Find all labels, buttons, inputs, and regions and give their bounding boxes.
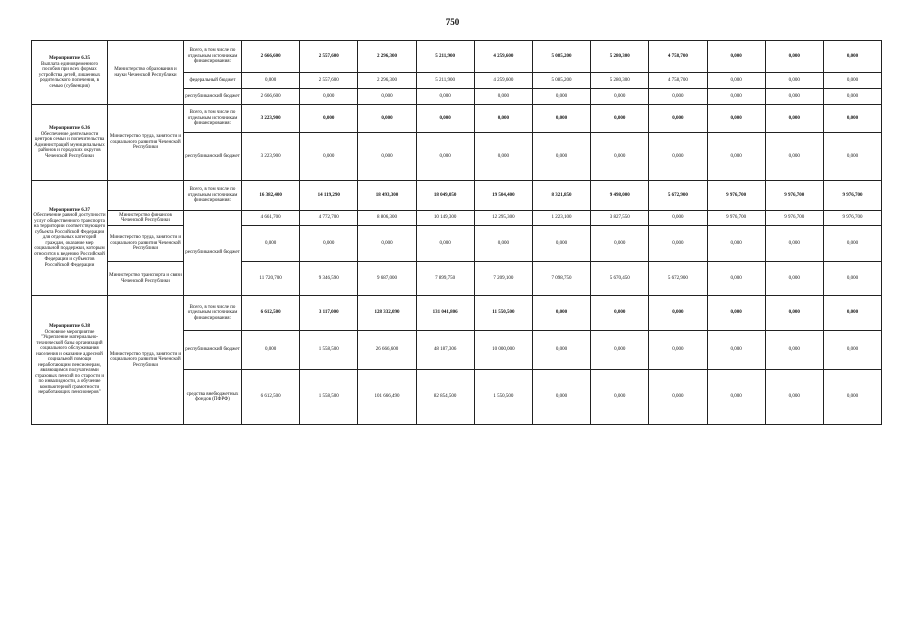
value-cell: 0,000 bbox=[649, 226, 707, 262]
value-cell: 5 085,200 bbox=[532, 73, 590, 89]
value-cell: 0,000 bbox=[358, 133, 416, 181]
value-cell: 9 498,000 bbox=[591, 181, 649, 211]
budget-table bbox=[31, 40, 882, 425]
value-cell: 0,000 bbox=[765, 105, 823, 133]
value-cell: 4 259,600 bbox=[474, 73, 532, 89]
value-cell: 0,000 bbox=[649, 331, 707, 370]
table-row bbox=[32, 181, 882, 211]
value-cell: 0,000 bbox=[649, 296, 707, 331]
measure-title: Мероприятие 6.37 bbox=[49, 207, 90, 213]
value-cell: 0,000 bbox=[591, 370, 649, 425]
value-cell: 0,000 bbox=[765, 73, 823, 89]
measure-text: Выплата единовременного пособия при всех формах устройства детей, лишенных родительского попечения, в семью (субвенция) bbox=[38, 61, 101, 89]
value-cell: 1 223,100 bbox=[532, 211, 590, 226]
value-cell: 0,000 bbox=[591, 226, 649, 262]
value-cell: 0,000 bbox=[649, 211, 707, 226]
value-cell: 3 117,000 bbox=[300, 296, 358, 331]
value-cell: 0,000 bbox=[765, 133, 823, 181]
value-cell: 19 504,400 bbox=[474, 181, 532, 211]
executor-cell: Министерство финансов Чеченской Республики bbox=[108, 211, 184, 226]
value-cell: 0,000 bbox=[532, 296, 590, 331]
value-cell: 0,000 bbox=[358, 105, 416, 133]
value-cell: 0,000 bbox=[649, 370, 707, 425]
value-cell: 0,000 bbox=[765, 370, 823, 425]
value-cell: 7 098,750 bbox=[532, 262, 590, 296]
value-cell: 2 666,600 bbox=[242, 41, 300, 73]
measure-title: Мероприятие 6.36 bbox=[49, 126, 90, 131]
value-cell: 131 041,806 bbox=[416, 296, 474, 331]
value-cell: 2 557,600 bbox=[300, 73, 358, 89]
executor-cell: Министерство транспорта и связи Чеченской Республики bbox=[108, 262, 184, 296]
measure-text: Основное мероприятие "Укрепление материально-технической базы организаций социального обслуживания населения и оказание адресной социальной помощи неработающим пенсионерам, являющимся получателями страховых пенсий по старости и по инвалидности, а обучение компьютерной грамотности неработающих пенсионеров" bbox=[34, 329, 105, 396]
value-cell: 0,000 bbox=[707, 226, 765, 262]
value-cell: 0,000 bbox=[823, 296, 881, 331]
value-cell: 0,000 bbox=[591, 89, 649, 105]
value-cell: 0,000 bbox=[242, 73, 300, 89]
value-cell: 9 976,700 bbox=[765, 181, 823, 211]
source-cell: Всего, в том числе по отдельным источникам финансирования: bbox=[184, 296, 242, 331]
measure-cell bbox=[32, 105, 108, 181]
value-cell: 0,000 bbox=[649, 89, 707, 105]
value-cell: 0,000 bbox=[823, 41, 881, 73]
value-cell: 0,000 bbox=[532, 331, 590, 370]
value-cell: 0,000 bbox=[242, 226, 300, 262]
value-cell: 10 000,000 bbox=[474, 331, 532, 370]
value-cell: 0,000 bbox=[707, 73, 765, 89]
value-cell: 0,000 bbox=[765, 262, 823, 296]
value-cell: 5 672,900 bbox=[649, 181, 707, 211]
table-row bbox=[32, 211, 882, 226]
value-cell: 0,000 bbox=[474, 105, 532, 133]
value-cell: 9 976,700 bbox=[765, 211, 823, 226]
value-cell: 0,000 bbox=[707, 105, 765, 133]
value-cell: 0,000 bbox=[765, 296, 823, 331]
measure-title: Мероприятие 6.38 bbox=[49, 324, 90, 330]
value-cell: 1 558,500 bbox=[300, 331, 358, 370]
value-cell: 0,000 bbox=[823, 133, 881, 181]
value-cell: 0,000 bbox=[532, 89, 590, 105]
value-cell: 0,000 bbox=[242, 331, 300, 370]
value-cell: 0,000 bbox=[532, 105, 590, 133]
measure-text: Обеспечение деятельности центров семьи и попечительства Администраций муниципальных районов и городских округов Чеченской Республики bbox=[34, 131, 105, 159]
value-cell: 0,000 bbox=[358, 226, 416, 262]
table-row bbox=[32, 296, 882, 331]
executor-cell: Министерство труда, занятости и социального развития Чеченской Республики bbox=[108, 226, 184, 262]
value-cell: 48 187,306 bbox=[416, 331, 474, 370]
table-row bbox=[32, 226, 882, 262]
value-cell: 2 296,300 bbox=[358, 41, 416, 73]
value-cell: 5 280,300 bbox=[591, 73, 649, 89]
value-cell: 5 211,900 bbox=[416, 73, 474, 89]
value-cell: 26 666,600 bbox=[358, 331, 416, 370]
measure-title: Мероприятие 6.35 bbox=[49, 56, 90, 61]
value-cell: 6 612,500 bbox=[242, 296, 300, 331]
value-cell: 9 976,700 bbox=[823, 181, 881, 211]
value-cell: 0,000 bbox=[300, 133, 358, 181]
page-number: 750 bbox=[445, 17, 460, 27]
value-cell: 5 670,450 bbox=[591, 262, 649, 296]
table-row bbox=[32, 262, 882, 296]
measure-cell bbox=[32, 296, 108, 425]
measure-text: Обеспечение равной доступности услуг общественного транспорта на территории соответствующего субъекта Российской Федерации для отдельных категорий граждан, оказание мер социальной поддержки, которым относится к ведению Российской Федерации и субъектов Российской Федерации bbox=[33, 213, 106, 268]
value-cell: 0,000 bbox=[823, 370, 881, 425]
value-cell: 9 976,700 bbox=[707, 211, 765, 226]
value-cell: 0,000 bbox=[300, 226, 358, 262]
value-cell: 0,000 bbox=[416, 89, 474, 105]
source-cell: Всего, в том числе по отдельным источникам финансирования: bbox=[184, 181, 242, 211]
source-cell: республиканский бюджет bbox=[184, 211, 242, 296]
value-cell: 0,000 bbox=[591, 133, 649, 181]
value-cell: 0,000 bbox=[823, 331, 881, 370]
value-cell: 7 899,750 bbox=[416, 262, 474, 296]
value-cell: 4 758,700 bbox=[649, 41, 707, 73]
value-cell: 0,000 bbox=[591, 331, 649, 370]
source-cell: республиканский бюджет bbox=[184, 89, 242, 105]
value-cell: 4 772,700 bbox=[300, 211, 358, 226]
value-cell: 0,000 bbox=[823, 105, 881, 133]
source-cell: средства внебюджетных фондов (ПФРФ) bbox=[184, 370, 242, 425]
value-cell: 128 332,090 bbox=[358, 296, 416, 331]
value-cell: 0,000 bbox=[707, 296, 765, 331]
measure-cell bbox=[32, 181, 108, 296]
value-cell: 0,000 bbox=[707, 41, 765, 73]
value-cell: 0,000 bbox=[765, 89, 823, 105]
value-cell: 0,000 bbox=[707, 89, 765, 105]
value-cell: 18 049,050 bbox=[416, 181, 474, 211]
source-cell: Всего, в том числе по отдельным источникам финансирования: bbox=[184, 41, 242, 73]
value-cell: 9 346,590 bbox=[300, 262, 358, 296]
value-cell: 5 211,900 bbox=[416, 41, 474, 73]
source-cell: республиканский бюджет bbox=[184, 133, 242, 181]
value-cell: 1 558,500 bbox=[300, 370, 358, 425]
value-cell: 82 854,500 bbox=[416, 370, 474, 425]
value-cell: 0,000 bbox=[823, 89, 881, 105]
value-cell: 0,000 bbox=[532, 370, 590, 425]
value-cell: 11 550,500 bbox=[474, 296, 532, 331]
value-cell: 9 687,000 bbox=[358, 262, 416, 296]
value-cell: 0,000 bbox=[765, 331, 823, 370]
source-cell: федеральный бюджет bbox=[184, 73, 242, 89]
value-cell: 0,000 bbox=[358, 89, 416, 105]
source-cell: Всего, в том числе по отдельным источникам финансирования: bbox=[184, 105, 242, 133]
value-cell: 1 550,500 bbox=[474, 370, 532, 425]
value-cell: 0,000 bbox=[707, 370, 765, 425]
source-cell: республиканский бюджет bbox=[184, 331, 242, 370]
measure-cell bbox=[32, 41, 108, 105]
value-cell: 0,000 bbox=[474, 226, 532, 262]
value-cell: 18 493,300 bbox=[358, 181, 416, 211]
executor-cell: Министерство труда, занятости и социального развития Чеченской Республики bbox=[108, 105, 184, 181]
value-cell: 0,000 bbox=[474, 133, 532, 181]
value-cell: 8 321,850 bbox=[532, 181, 590, 211]
table-row bbox=[32, 41, 882, 73]
value-cell: 16 382,400 bbox=[242, 181, 300, 211]
executor-cell bbox=[108, 181, 184, 211]
executor-cell: Министерство труда, занятости и социального развития Чеченской Республики bbox=[108, 296, 184, 425]
value-cell: 0,000 bbox=[707, 133, 765, 181]
value-cell: 0,000 bbox=[649, 133, 707, 181]
value-cell: 0,000 bbox=[765, 41, 823, 73]
value-cell: 0,000 bbox=[416, 105, 474, 133]
value-cell: 14 119,290 bbox=[300, 181, 358, 211]
value-cell: 12 295,300 bbox=[474, 211, 532, 226]
value-cell: 0,000 bbox=[823, 262, 881, 296]
value-cell: 2 296,300 bbox=[358, 73, 416, 89]
value-cell: 7 209,100 bbox=[474, 262, 532, 296]
value-cell: 5 672,900 bbox=[649, 262, 707, 296]
value-cell: 9 976,700 bbox=[823, 211, 881, 226]
value-cell: 3 827,550 bbox=[591, 211, 649, 226]
value-cell: 0,000 bbox=[416, 133, 474, 181]
value-cell: 0,000 bbox=[532, 226, 590, 262]
value-cell: 0,000 bbox=[765, 226, 823, 262]
value-cell: 0,000 bbox=[532, 133, 590, 181]
value-cell: 0,000 bbox=[300, 105, 358, 133]
value-cell: 4 758,700 bbox=[649, 73, 707, 89]
value-cell: 4 259,600 bbox=[474, 41, 532, 73]
value-cell: 0,000 bbox=[300, 89, 358, 105]
value-cell: 5 280,300 bbox=[591, 41, 649, 73]
value-cell: 3 223,900 bbox=[242, 105, 300, 133]
value-cell: 11 720,700 bbox=[242, 262, 300, 296]
value-cell: 0,000 bbox=[591, 105, 649, 133]
value-cell: 0,000 bbox=[823, 73, 881, 89]
value-cell: 6 612,500 bbox=[242, 370, 300, 425]
value-cell: 0,000 bbox=[416, 226, 474, 262]
executor-cell: Министерство образования и науки Чеченской Республики bbox=[108, 41, 184, 105]
value-cell: 10 149,300 bbox=[416, 211, 474, 226]
value-cell: 0,000 bbox=[707, 331, 765, 370]
value-cell: 2 557,600 bbox=[300, 41, 358, 73]
value-cell: 9 976,700 bbox=[707, 181, 765, 211]
table-row bbox=[32, 105, 882, 133]
value-cell: 0,000 bbox=[649, 105, 707, 133]
value-cell: 3 223,900 bbox=[242, 133, 300, 181]
value-cell: 0,000 bbox=[823, 226, 881, 262]
value-cell: 8 806,300 bbox=[358, 211, 416, 226]
value-cell: 0,000 bbox=[591, 296, 649, 331]
value-cell: 0,000 bbox=[707, 262, 765, 296]
value-cell: 5 085,200 bbox=[532, 41, 590, 73]
value-cell: 4 661,700 bbox=[242, 211, 300, 226]
value-cell: 0,000 bbox=[474, 89, 532, 105]
value-cell: 101 666,490 bbox=[358, 370, 416, 425]
value-cell: 2 666,600 bbox=[242, 89, 300, 105]
